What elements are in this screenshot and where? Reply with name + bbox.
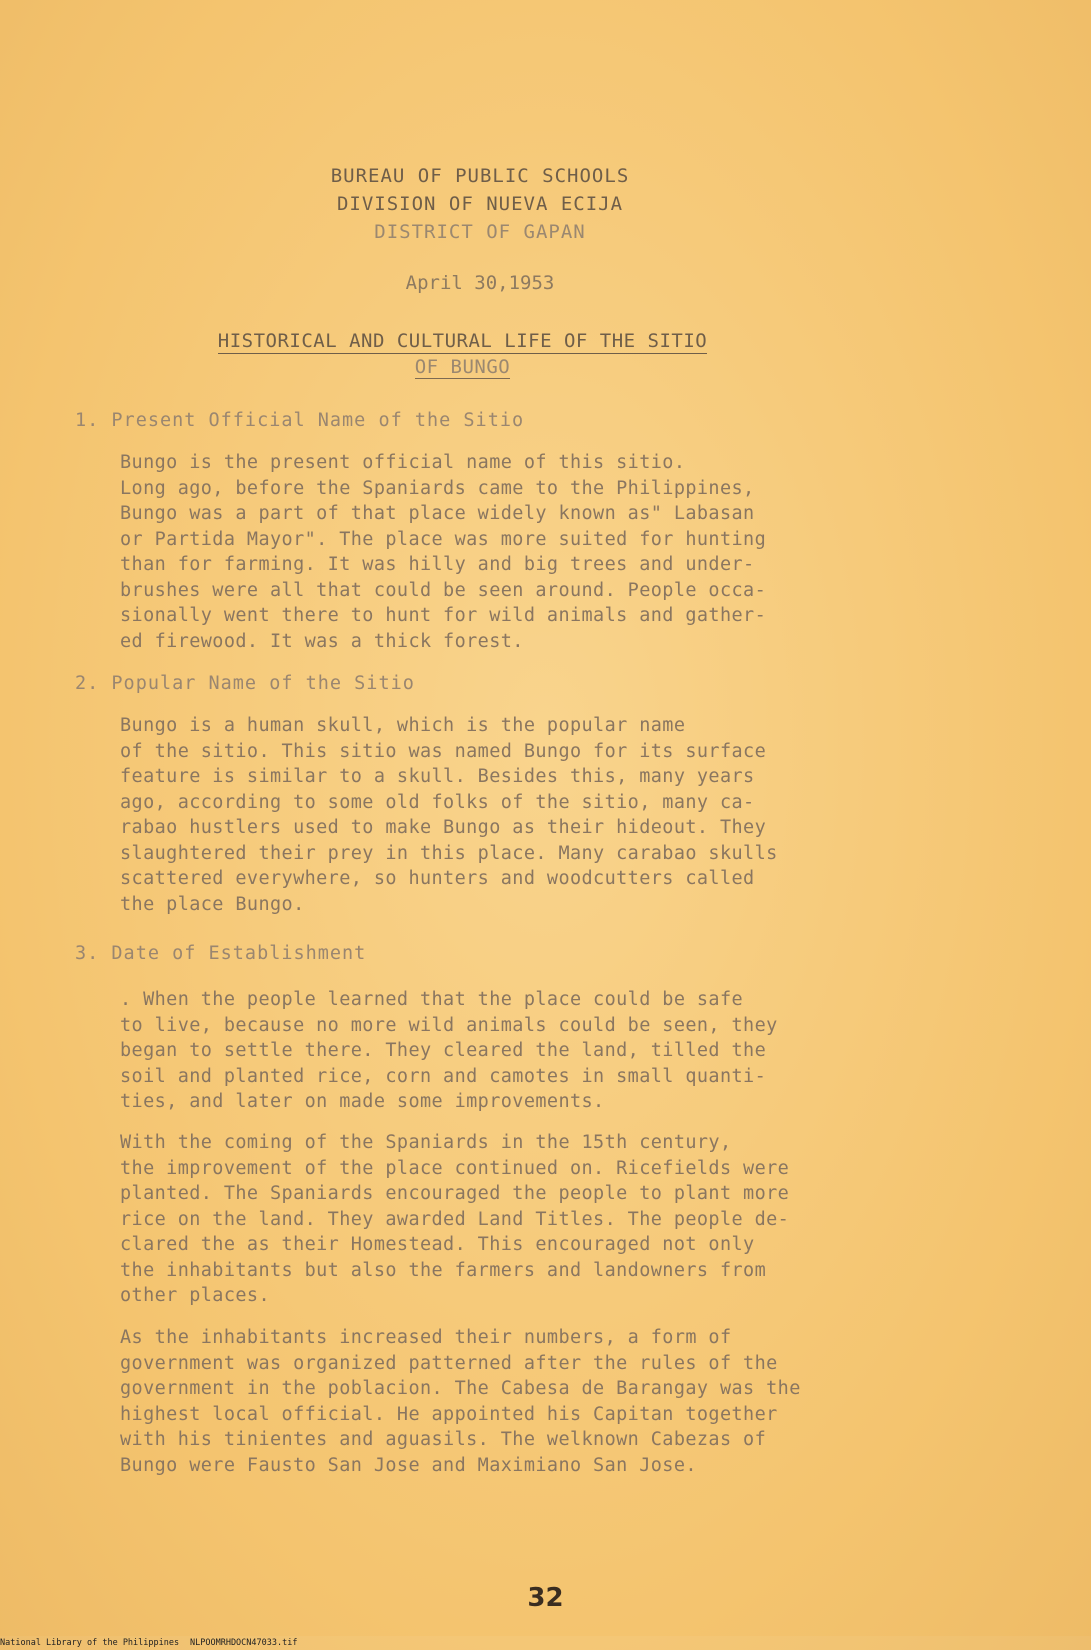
text-line: Bungo was a part of that place widely known as" Labasan xyxy=(120,503,755,524)
text-line: Bungo is the present official name of this sitio. xyxy=(120,452,686,473)
text-line: As the inhabitants increased their numbers, a form of xyxy=(120,1327,732,1348)
text-line: than for farming. It was hilly and big trees and under- xyxy=(120,554,755,575)
footer-library-name: National Library of the Philippines xyxy=(0,1638,180,1648)
text-line: sionally went there to hunt for wild animals and gather- xyxy=(120,605,767,626)
text-line: government in the poblacion. The Cabesa de Barangay was the xyxy=(120,1378,801,1399)
text-line: to live, because no more wild animals could be seen, they xyxy=(120,1014,778,1036)
text-line: rice on the land. They awarded Land Titles. The people de- xyxy=(120,1208,790,1230)
text-line: . When the people learned that the place could be safe xyxy=(120,989,744,1010)
text-line: feature is similar to a skull. Besides this, many years xyxy=(120,766,755,787)
text-line: With the coming of the Spaniards in the 15th century, xyxy=(120,1132,732,1153)
text-line: brushes were all that could be seen around. People occa- xyxy=(120,579,767,601)
section-1-paragraph xyxy=(120,450,1000,654)
text-line: of the sitio. This sitio was named Bungo for its surface xyxy=(120,740,767,762)
text-line: Bungo were Fausto San Jose and Maximiano San Jose. xyxy=(120,1454,697,1476)
page-number: 32 xyxy=(527,1583,564,1613)
text-line: Bungo is a human skull, which is the popular name xyxy=(120,715,686,736)
document-title xyxy=(145,330,780,379)
section-3-paragraph-3 xyxy=(120,1325,1000,1478)
bureau-header: BUREAU OF PUBLIC SCHOOLS xyxy=(330,165,630,187)
text-line: ago, according to some old folks of the sitio, many ca- xyxy=(120,791,755,813)
section-2-paragraph xyxy=(120,713,1000,917)
section-heading-1: 1. Present Official Name of the Sitio xyxy=(75,410,525,431)
title-line-2: OF BUNGO xyxy=(414,356,511,378)
text-line: the improvement of the place continued on. Ricefields were xyxy=(120,1157,790,1179)
section-3-paragraph-1 xyxy=(120,987,1000,1115)
section-heading-3: 3. Date of Establishment xyxy=(75,943,367,964)
text-line: ties, and later on made some improvements. xyxy=(120,1091,605,1112)
section-heading-2: 2. Popular Name of the Sitio xyxy=(75,673,415,694)
text-line: slaughtered their prey in this place. Many carabao skulls xyxy=(120,842,778,864)
text-line: the place Bungo. xyxy=(120,893,305,915)
district-header: DISTRICT OF GAPAN xyxy=(374,221,586,243)
footer-file-name: NLPOOMRHDOCN47033.tif xyxy=(190,1638,298,1648)
document-date: April 30,1953 xyxy=(405,272,555,294)
division-header: DIVISION OF NUEVA ECIJA xyxy=(336,193,624,215)
text-line: clared the as their Homestead. This encouraged not only xyxy=(120,1234,755,1255)
text-line: began to settle there. They cleared the land, tilled the xyxy=(120,1040,767,1061)
text-line: or Partida Mayor". The place was more suited for hunting xyxy=(120,528,767,550)
text-line: highest local official. He appointed his Capitan together xyxy=(120,1403,778,1425)
section-3-paragraph-2 xyxy=(120,1130,1000,1309)
text-line: Long ago, before the Spaniards came to the Philippines, xyxy=(120,477,755,499)
text-line: government was organized patterned after the rules of the xyxy=(120,1352,778,1374)
text-line: planted. The Spaniards encouraged the people to plant more xyxy=(120,1183,790,1204)
scan-footer xyxy=(0,1636,1091,1650)
text-line: rabao hustlers used to make Bungo as their hideout. They xyxy=(120,817,767,838)
text-line: with his tinientes and aguasils. The welknown Cabezas of xyxy=(120,1429,767,1450)
text-line: ed firewood. It was a thick forest. xyxy=(120,630,524,652)
text-line: scattered everywhere, so hunters and woodcutters called xyxy=(120,868,755,889)
title-line-1: HISTORICAL AND CULTURAL LIFE OF THE SITIO xyxy=(217,330,708,352)
text-line: soil and planted rice, corn and camotes in small quanti- xyxy=(120,1065,767,1087)
text-line: the inhabitants but also the farmers and landowners from xyxy=(120,1259,767,1281)
text-line: other places. xyxy=(120,1285,270,1306)
